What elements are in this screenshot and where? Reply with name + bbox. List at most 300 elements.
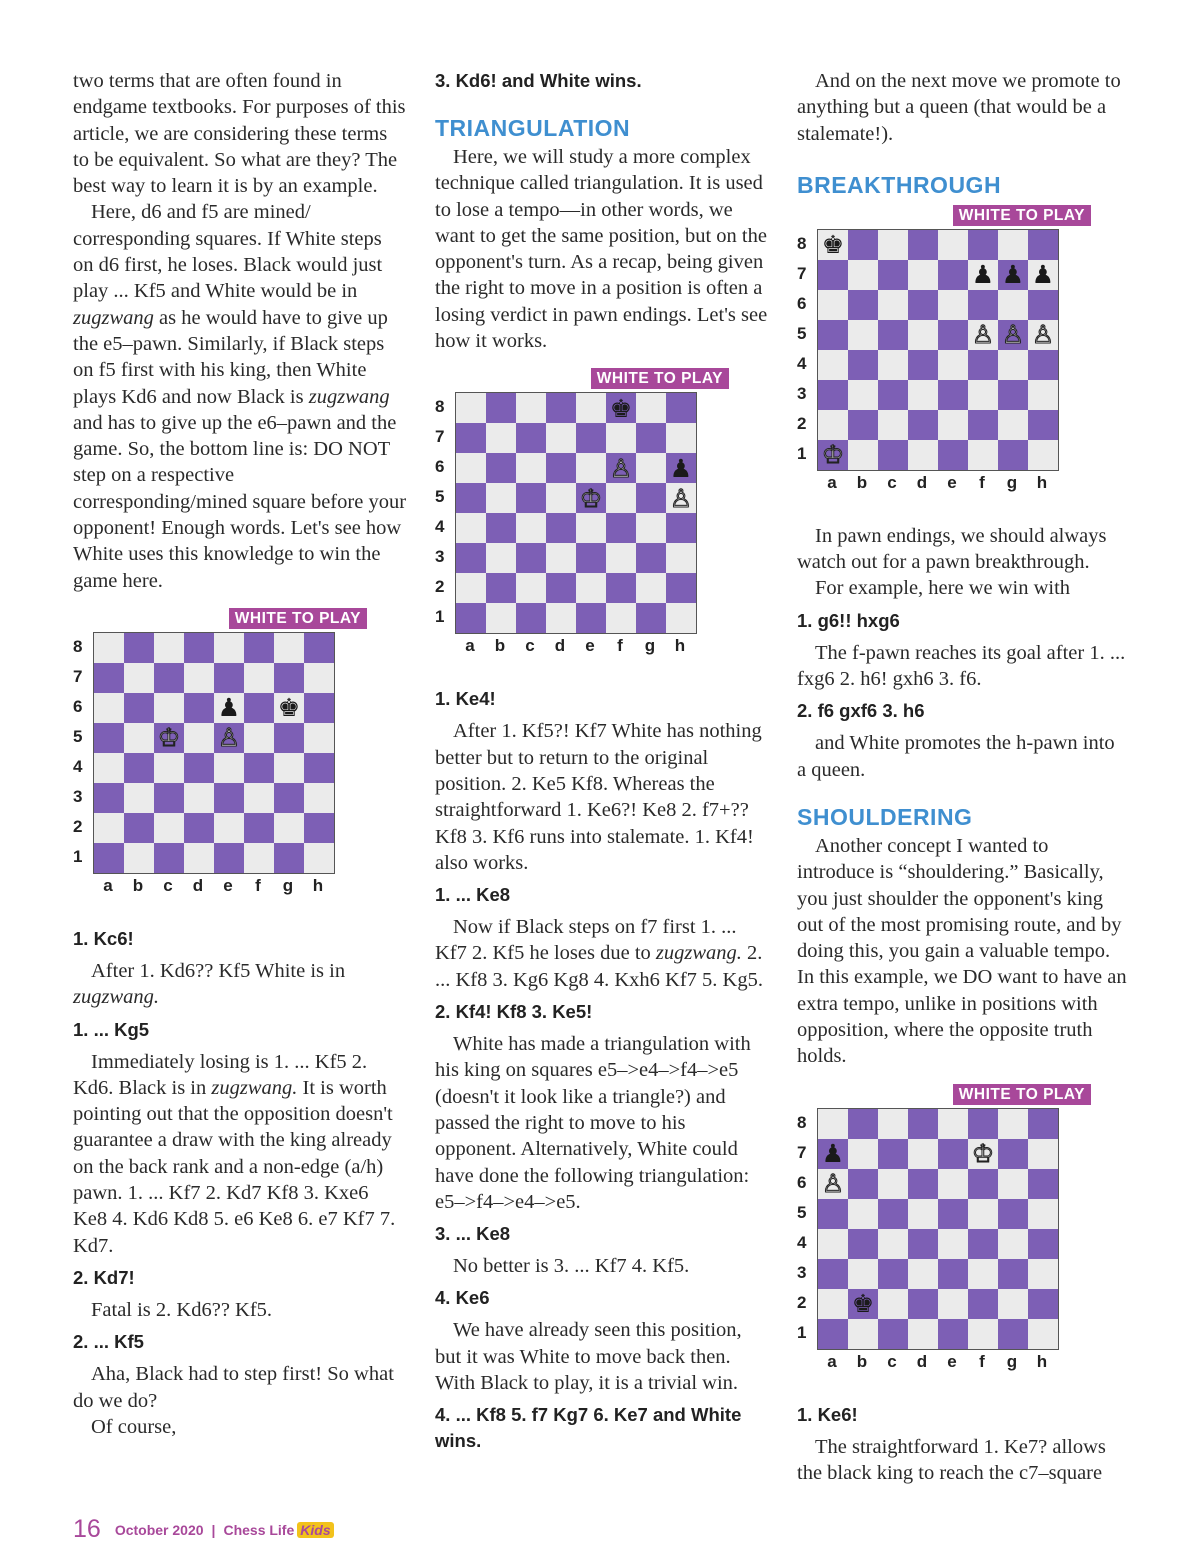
move-line: 1. Ke6! (797, 1403, 858, 1425)
file-label: e (223, 875, 233, 895)
black-pawn-icon: ♟ (669, 453, 693, 483)
square-e2 (938, 1289, 968, 1319)
square-h8 (1028, 230, 1058, 260)
square-b2 (848, 1289, 878, 1319)
square-a1 (94, 843, 124, 873)
move-line: 3. Kd6! and White wins. (435, 70, 642, 91)
square-a1 (818, 440, 848, 470)
square-g6 (998, 290, 1028, 320)
square-f3 (968, 380, 998, 410)
square-c1 (154, 843, 184, 873)
white-to-play-banner: WHITE TO PLAY (953, 205, 1091, 226)
square-a1 (818, 1319, 848, 1349)
rank-label: 3 (435, 547, 445, 567)
square-d5 (908, 1199, 938, 1229)
square-b8 (486, 393, 516, 423)
move-line: 4. ... Kf8 5. f7 Kg7 6. Ke7 and White wins. (435, 1404, 742, 1452)
black-pawn-icon: ♟ (1001, 260, 1025, 290)
square-d5 (546, 483, 576, 513)
square-d3 (908, 380, 938, 410)
square-a2 (818, 410, 848, 440)
square-b5 (848, 320, 878, 350)
file-label: a (465, 636, 475, 656)
file-label: d (916, 1351, 928, 1371)
file-label: h (312, 875, 324, 895)
square-b4 (848, 1229, 878, 1259)
square-f1 (244, 843, 274, 873)
square-d1 (184, 843, 214, 873)
rank-label: 1 (73, 846, 83, 866)
chess-diagram (435, 368, 735, 678)
square-d8 (546, 393, 576, 423)
square-f4 (244, 753, 274, 783)
square-h2 (304, 813, 334, 843)
square-c5 (154, 723, 184, 753)
square-b1 (124, 843, 154, 873)
section-heading: BREAKTHROUGH (797, 171, 1002, 198)
square-a7 (94, 663, 124, 693)
kids-logo: Kids (297, 1522, 333, 1538)
square-g7 (998, 1139, 1028, 1169)
square-f6 (968, 1169, 998, 1199)
square-c7 (878, 260, 908, 290)
square-a3 (818, 380, 848, 410)
square-f5 (968, 1199, 998, 1229)
paragraph: The straightforward 1. Ke7? allows the black king to reach the c7–square (797, 1435, 1106, 1484)
white-pawn-icon: ♙ (821, 1169, 845, 1199)
square-a4 (94, 753, 124, 783)
square-d1 (908, 440, 938, 470)
square-e2 (576, 573, 606, 603)
square-a8 (456, 393, 486, 423)
square-h5 (304, 723, 334, 753)
square-h6 (304, 693, 334, 723)
square-b5 (486, 483, 516, 513)
square-e5 (214, 723, 244, 753)
move-line: 1. Kc6! (73, 927, 134, 949)
square-b4 (486, 513, 516, 543)
square-d6 (184, 693, 214, 723)
square-c8 (516, 393, 546, 423)
square-f2 (244, 813, 274, 843)
square-d7 (184, 663, 214, 693)
square-g5 (274, 723, 304, 753)
square-f5 (606, 483, 636, 513)
chess-board (817, 229, 1059, 471)
square-a5 (818, 320, 848, 350)
page-number: 16 (73, 1515, 101, 1543)
file-label: g (1006, 1351, 1018, 1371)
rank-label: 2 (435, 577, 445, 597)
chess-board (817, 1108, 1059, 1350)
square-c2 (154, 813, 184, 843)
square-b8 (124, 633, 154, 663)
paragraph: And on the next move we promote to anything but a queen (that would be a stalemate!). (797, 70, 1121, 145)
square-e3 (938, 1259, 968, 1289)
rank-label: 8 (797, 1112, 807, 1132)
square-f5 (244, 723, 274, 753)
square-d5 (908, 320, 938, 350)
chess-diagram (797, 1084, 1097, 1394)
file-label: h (1036, 472, 1048, 492)
paragraph: For example, here we win with (815, 577, 1071, 600)
square-d4 (908, 350, 938, 380)
square-h4 (304, 753, 334, 783)
square-a6 (94, 693, 124, 723)
square-h1 (1028, 1319, 1058, 1349)
square-f7 (244, 663, 274, 693)
rank-label: 2 (797, 1292, 807, 1312)
chess-board (93, 632, 335, 874)
square-f6 (244, 693, 274, 723)
square-h7 (1028, 1139, 1058, 1169)
black-king-icon: ♚ (609, 393, 633, 423)
square-b3 (848, 1259, 878, 1289)
square-e6 (938, 290, 968, 320)
white-pawn-icon: ♙ (217, 723, 241, 753)
square-g1 (998, 440, 1028, 470)
square-h2 (1028, 1289, 1058, 1319)
square-d3 (546, 543, 576, 573)
square-f7 (968, 1139, 998, 1169)
square-c8 (878, 1109, 908, 1139)
square-h8 (1028, 1109, 1058, 1139)
column-2 (435, 68, 771, 1460)
file-label: f (617, 636, 623, 656)
square-e3 (214, 783, 244, 813)
square-b7 (486, 423, 516, 453)
square-d4 (184, 753, 214, 783)
square-c6 (878, 290, 908, 320)
magazine-name: Chess Life (223, 1521, 295, 1538)
square-g6 (998, 1169, 1028, 1199)
square-c3 (516, 543, 546, 573)
square-e1 (938, 1319, 968, 1349)
file-label: c (887, 472, 897, 492)
square-f8 (968, 230, 998, 260)
square-c6 (154, 693, 184, 723)
square-b1 (486, 603, 516, 633)
chess-diagram (797, 205, 1097, 515)
square-f8 (968, 1109, 998, 1139)
file-label: d (192, 875, 204, 895)
square-f4 (968, 350, 998, 380)
square-e7 (938, 1139, 968, 1169)
square-h3 (1028, 380, 1058, 410)
square-f7 (968, 260, 998, 290)
square-c4 (516, 513, 546, 543)
square-c8 (154, 633, 184, 663)
square-c7 (878, 1139, 908, 1169)
square-e1 (938, 440, 968, 470)
paragraph: In pawn endings, we should always watch out for a pawn breakthrough. (797, 524, 1107, 574)
square-d1 (546, 603, 576, 633)
square-g8 (636, 393, 666, 423)
square-b2 (124, 813, 154, 843)
square-a6 (818, 1169, 848, 1199)
square-b8 (848, 230, 878, 260)
rank-label: 7 (797, 263, 807, 283)
rank-label: 7 (435, 427, 445, 447)
rank-label: 8 (73, 636, 83, 656)
paragraph: After 1. Kd6?? Kf5 White is in zugzwang. (73, 959, 346, 1009)
rank-label: 1 (435, 607, 445, 627)
move-line: 1. g6!! hxg6 (797, 609, 900, 631)
square-b3 (124, 783, 154, 813)
file-label: e (947, 472, 957, 492)
square-e6 (938, 1169, 968, 1199)
square-d2 (184, 813, 214, 843)
square-g7 (998, 260, 1028, 290)
square-d2 (546, 573, 576, 603)
file-label: f (255, 875, 261, 895)
black-king-icon: ♚ (277, 693, 301, 723)
rank-label: 8 (797, 233, 807, 253)
square-c4 (154, 753, 184, 783)
square-g6 (636, 453, 666, 483)
paragraph: Here, we will study a more complex technique called triangulation. It is used to lose a tempo—in other words, we want to get the same position, but on the opponent's turn. As a recap, being given the right to move in a position is often a losing verdict in pawn endings. Let's see how it works. (435, 146, 768, 353)
white-king-icon: ♔ (579, 483, 603, 513)
rank-label: 6 (797, 1172, 807, 1192)
square-h3 (1028, 1259, 1058, 1289)
square-b4 (124, 753, 154, 783)
issue-date: October 2020 (114, 1521, 204, 1538)
square-c2 (878, 1289, 908, 1319)
column-3 (797, 68, 1127, 1486)
black-king-icon: ♚ (821, 230, 845, 260)
paragraph: Immediately losing is 1. ... Kf5 2. Kd6. Black is in zugzwang. It is worth pointing out that the opposition doesn't guarantee a draw with the king already on the back rank and a non-edge (a/h) pawn. 1. ... Kf7 2. Kd7 Kf8 3. Kxe6 Ke8 4. Kd6 Kd8 5. e6 Ke8 6. e7 Kf7 7. Kd7. (73, 1050, 396, 1257)
square-a5 (456, 483, 486, 513)
paragraph: and White promotes the h-pawn into a queen. (797, 732, 1115, 781)
square-a7 (818, 1139, 848, 1169)
square-d3 (184, 783, 214, 813)
white-to-play-banner: WHITE TO PLAY (591, 368, 729, 389)
move-line: 2. f6 gxf6 3. h6 (797, 700, 925, 722)
square-a3 (456, 543, 486, 573)
white-pawn-icon: ♙ (971, 320, 995, 350)
file-label: e (585, 636, 595, 656)
square-g5 (998, 1199, 1028, 1229)
file-label: d (554, 636, 566, 656)
square-g5 (998, 320, 1028, 350)
square-h1 (666, 603, 696, 633)
square-a4 (818, 350, 848, 380)
square-f8 (244, 633, 274, 663)
square-f2 (606, 573, 636, 603)
move-line: 1. ... Ke8 (435, 884, 511, 906)
square-f2 (968, 1289, 998, 1319)
file-label: b (132, 875, 144, 895)
square-g1 (998, 1319, 1028, 1349)
square-e6 (576, 453, 606, 483)
square-h7 (666, 423, 696, 453)
square-d8 (908, 1109, 938, 1139)
square-a8 (818, 230, 848, 260)
white-to-play-banner: WHITE TO PLAY (229, 608, 367, 629)
square-e3 (576, 543, 606, 573)
square-a5 (94, 723, 124, 753)
square-e5 (938, 320, 968, 350)
square-b7 (848, 1139, 878, 1169)
square-g7 (274, 663, 304, 693)
square-f1 (606, 603, 636, 633)
paragraph: Of course, (91, 1415, 177, 1438)
square-e3 (938, 380, 968, 410)
square-c2 (878, 410, 908, 440)
square-h4 (1028, 350, 1058, 380)
white-pawn-icon: ♙ (609, 453, 633, 483)
rank-label: 4 (73, 756, 83, 776)
square-e7 (576, 423, 606, 453)
paragraph: Fatal is 2. Kd6?? Kf5. (91, 1298, 273, 1321)
square-b3 (848, 380, 878, 410)
file-label: a (103, 875, 113, 895)
paragraph: White has made a triangulation with his king on squares e5–>e4–>f4–>e5 (doesn't it look like a triangle?) and passed the right to move to his opponent. Alternatively, White could have done the following triangulation: e5–>f4–>e4–>e5. (435, 1033, 751, 1213)
square-g2 (998, 410, 1028, 440)
square-a6 (818, 290, 848, 320)
square-c5 (878, 320, 908, 350)
rank-label: 3 (797, 383, 807, 403)
move-line: 2. Kd7! (73, 1266, 135, 1288)
file-label: c (525, 636, 535, 656)
square-b5 (124, 723, 154, 753)
square-a3 (94, 783, 124, 813)
file-label: d (916, 472, 928, 492)
square-a2 (818, 1289, 848, 1319)
file-label: h (674, 636, 686, 656)
square-e2 (938, 410, 968, 440)
square-a8 (94, 633, 124, 663)
square-c5 (878, 1199, 908, 1229)
square-f6 (968, 290, 998, 320)
square-h5 (666, 483, 696, 513)
rank-label: 6 (797, 293, 807, 313)
page-footer (73, 1515, 334, 1544)
square-f4 (968, 1229, 998, 1259)
section-heading: TRIANGULATION (435, 115, 631, 141)
rank-label: 8 (435, 397, 445, 417)
square-d8 (184, 633, 214, 663)
move-line: 1. Ke4! (435, 688, 496, 710)
square-g8 (998, 230, 1028, 260)
square-c7 (154, 663, 184, 693)
square-f3 (244, 783, 274, 813)
square-d2 (908, 1289, 938, 1319)
black-pawn-icon: ♟ (821, 1139, 845, 1169)
square-b6 (486, 453, 516, 483)
white-king-icon: ♔ (821, 440, 845, 470)
square-g4 (998, 350, 1028, 380)
square-c3 (878, 1259, 908, 1289)
square-b4 (848, 350, 878, 380)
square-d6 (546, 453, 576, 483)
file-label: e (947, 1351, 957, 1371)
square-a6 (456, 453, 486, 483)
square-h3 (304, 783, 334, 813)
square-c8 (878, 230, 908, 260)
white-pawn-icon: ♙ (1001, 320, 1025, 350)
rank-label: 1 (797, 1322, 807, 1342)
rank-label: 7 (797, 1142, 807, 1162)
square-g1 (636, 603, 666, 633)
square-c5 (516, 483, 546, 513)
square-a1 (456, 603, 486, 633)
square-g8 (274, 633, 304, 663)
file-label: c (163, 875, 173, 895)
square-d2 (908, 410, 938, 440)
white-to-play-banner: WHITE TO PLAY (953, 1084, 1091, 1105)
square-a3 (818, 1259, 848, 1289)
square-b6 (848, 1169, 878, 1199)
square-g1 (274, 843, 304, 873)
rank-label: 2 (73, 816, 83, 836)
square-b7 (124, 663, 154, 693)
square-h4 (1028, 1229, 1058, 1259)
square-d1 (908, 1319, 938, 1349)
square-g4 (636, 513, 666, 543)
square-b6 (124, 693, 154, 723)
file-label: f (979, 1351, 985, 1371)
square-h7 (304, 663, 334, 693)
square-a2 (456, 573, 486, 603)
rank-label: 7 (73, 666, 83, 686)
chess-diagram (73, 608, 373, 918)
rank-label: 1 (797, 443, 807, 463)
paragraph: We have already seen this position, but it was White to move back then. With Black to play, it is a trivial win. (435, 1319, 742, 1395)
rank-label: 4 (435, 517, 445, 537)
square-e8 (576, 393, 606, 423)
square-f6 (606, 453, 636, 483)
square-h3 (666, 543, 696, 573)
paragraph: The f-pawn reaches its goal after 1. ... fxg6 2. h6! gxh6 3. f6. (797, 641, 1126, 691)
square-b1 (848, 1319, 878, 1349)
paragraph: No better is 3. ... Kf7 4. Kf5. (453, 1255, 690, 1278)
white-pawn-icon: ♙ (1031, 320, 1055, 350)
square-c4 (878, 350, 908, 380)
square-g3 (998, 1259, 1028, 1289)
square-f3 (968, 1259, 998, 1289)
square-e5 (938, 1199, 968, 1229)
square-h6 (666, 453, 696, 483)
square-g3 (636, 543, 666, 573)
square-h4 (666, 513, 696, 543)
square-a5 (818, 1199, 848, 1229)
paragraph: Another concept I wanted to introduce is “shouldering.” Basically, you just shoulder the opponent's king out of the most promising route, and by doing this, you gain a valuable tempo. In this example, we DO want to have an extra tempo, unlike in positions with opposition, where the opposite truth holds. (797, 834, 1127, 1068)
square-c3 (878, 380, 908, 410)
square-f7 (606, 423, 636, 453)
square-e8 (938, 1109, 968, 1139)
square-f2 (968, 410, 998, 440)
square-e4 (214, 753, 244, 783)
square-f1 (968, 440, 998, 470)
rank-label: 2 (797, 413, 807, 433)
file-label: h (1036, 1351, 1048, 1371)
square-f8 (606, 393, 636, 423)
square-b3 (486, 543, 516, 573)
square-b5 (848, 1199, 878, 1229)
square-h5 (1028, 1199, 1058, 1229)
rank-label: 5 (73, 726, 83, 746)
square-e5 (576, 483, 606, 513)
rank-label: 5 (797, 323, 807, 343)
square-g8 (998, 1109, 1028, 1139)
rank-label: 5 (797, 1202, 807, 1222)
file-label: g (282, 875, 294, 895)
square-d5 (184, 723, 214, 753)
square-g7 (636, 423, 666, 453)
square-c1 (878, 440, 908, 470)
square-h8 (304, 633, 334, 663)
